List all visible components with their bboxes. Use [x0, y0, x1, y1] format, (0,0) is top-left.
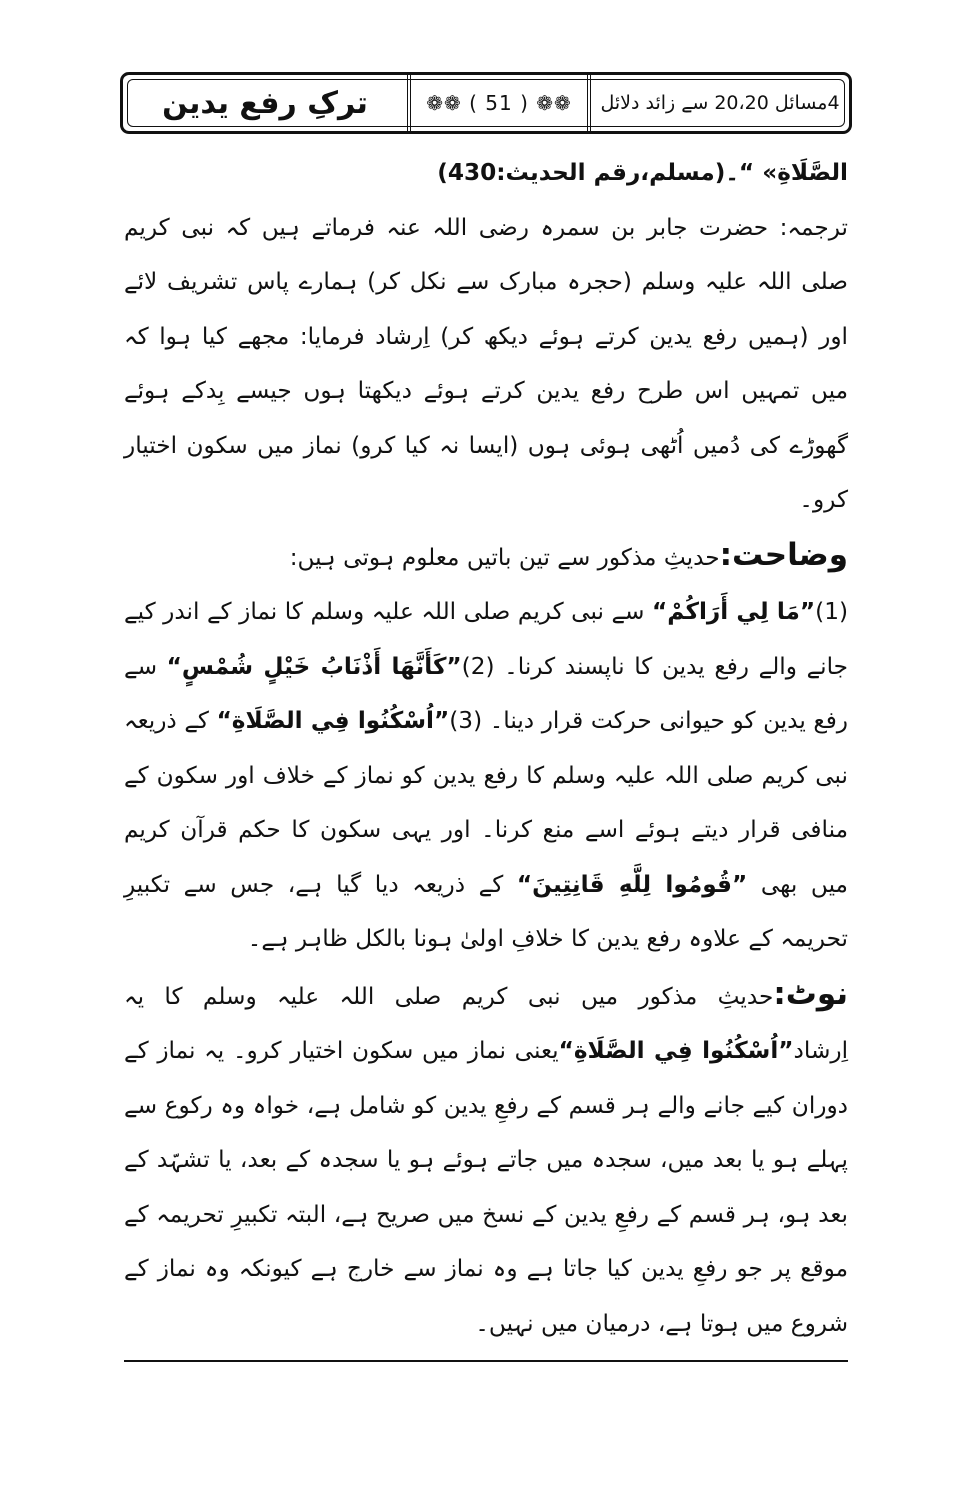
page-number: ❁❁ ( 51 ) ❁❁ [407, 75, 587, 131]
point-3-text: کے ذریعہ نبی کریم صلی اللہ علیہ وسلم کا رفع یدین کو نماز کے خلاف اور سکون کے منافی قرار دیتے ہوئے اسے منع کرنا۔ اور یہی سکون کا حکم قرآن کریم میں بھی [124, 707, 848, 898]
note-arabic: ”اُسْكُنُوا فِي الصَّلَاةِ“ [558, 1037, 794, 1064]
wazahat-label: وضاحت: [719, 536, 848, 573]
page-header [120, 72, 852, 134]
point-3-number: (3) [449, 707, 483, 734]
note-text: یعنی نماز میں سکون اختیار کرو۔ یہ نماز کے دوران کیے جانے والے ہر قسم کے رفعِ یدین کو شامل ہے، خواہ وہ رکوع سے پہلے ہو یا بعد میں، سجدہ میں جاتے ہوئے ہو یا سجدہ کے بعد، یا تشہّد کے بعد ہو، ہر قسم کے رفعِ یدین کے نسخ میں صریح ہے، البتہ تکبیرِ تحریمہ کے موقع پر جو رفعِ یدین کیا جاتا ہے وہ نماز سے خارج ہے کیونکہ وہ نماز کے شروع میں ہوتا ہے، درمیان میں نہیں۔ [124, 1037, 848, 1337]
point-2-number: (2) [461, 652, 495, 680]
point-2-text: سے رفع یدین کو حیوانی حرکت قرار دینا۔ [124, 652, 849, 734]
translation-paragraph: ترجمہ: حضرت جابر بن سمرہ رضی اللہ عنہ فرماتے ہیں کہ نبی کریم صلی اللہ علیہ وسلم (حجرہ مبارک سے نکل کر) ہمارے پاس تشریف لائے اور (ہمیں رفع یدین کرتے ہوئے دیکھ کر) اِرشاد فرمایا: مجھے کیا ہوا کہ میں تمہیں اس طرح رفع یدین کرتے ہوئے دیکھتا ہوں جیسے بِدکے ہوئے گھوڑے کی دُمیں اُٹھی ہوئی ہوں (ایسا نہ کیا کرو) نماز میں سکون اختیار کرو۔ [124, 213, 848, 513]
point-1-number: (1) [815, 598, 848, 625]
wazahat-heading [124, 528, 848, 586]
note-label: نوٹ: [773, 975, 848, 1012]
point-3-arabic: ”اُسْكُنُوا فِي الصَّلَاةِ“ [216, 707, 450, 734]
quran-arabic: ”قُومُوا لِلَّهِ قَانِتِينَ“ [516, 870, 748, 898]
wazahat-closing: کے ذریعہ دیا گیا ہے، جس سے تکبیرِ تحریمہ کے علاوہ رفع یدین کا خلافِ اولیٰ ہونا بالکل ظاہر ہے۔ [124, 870, 848, 952]
note-lead: حدیثِ مذکور میں نبی کریم صلی اللہ علیہ وسلم کا یہ اِرشاد [124, 982, 849, 1064]
chapter-title: ترکِ رفع یدین [162, 85, 368, 121]
series-title: 4مسائل 20،20 سے زائد دلائل [587, 75, 849, 131]
wazahat-intro: حدیثِ مذکور سے تین باتیں معلوم ہوتی ہیں: [289, 543, 720, 571]
point-1-text: سے نبی کریم صلی اللہ علیہ وسلم کا نماز کے اندر کیے جانے والے رفع یدین کا ناپسند کرنا۔ [124, 598, 849, 680]
note-paragraph [124, 967, 848, 1352]
footer-rule [124, 1360, 848, 1362]
point-2-arabic: ”كَأَنَّهَا أَذْنَابُ خَيْلٍ شُمْسٍ“ [166, 652, 462, 680]
reference-text: الصَّلَاةِ» “۔(مسلم،رقم الحدیث:430) [437, 159, 848, 186]
point-1-arabic: ”مَا لِي أَرَاكُمْ“ [652, 598, 816, 625]
wazahat-paragraph [124, 585, 848, 967]
hadith-reference [124, 146, 848, 201]
page-body [124, 146, 848, 1351]
